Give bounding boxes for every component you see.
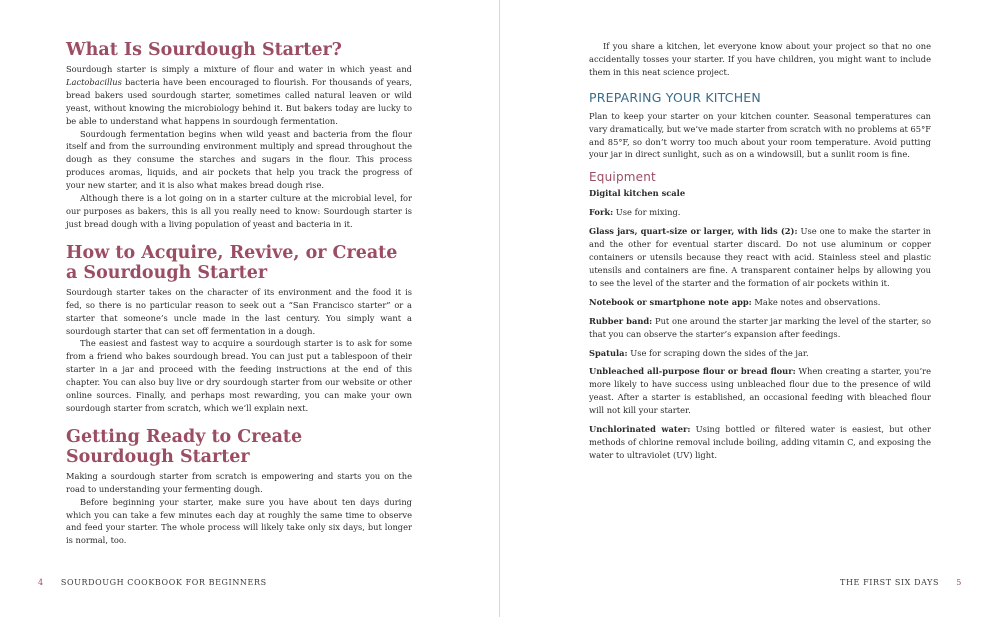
paragraph: Before beginning your starter, make sure you have about ten days during which you can take a few minutes each day at roughly the same time to observe and feed your starter. The whole process will likely take only six days, but longer is normal, too. <box>66 496 412 546</box>
equipment-item: Fork: Use for mixing. <box>589 207 681 218</box>
paragraph: Making a sourdough starter from scratch is empowering and starts you on the road to understanding your fermenting dough. <box>66 470 412 494</box>
paragraph: Sourdough starter takes on the character of its environment and the food it is fed, so there is no particular reason to seek out a “San Francisco starter” or a starter that someone’s uncle made in the last century. You simply want a sourdough starter that can set off fermentation in a dough. <box>66 286 412 336</box>
right-column <box>589 40 931 468</box>
section-heading-getting-ready: Getting Ready to Create Sourdough Starter <box>66 426 303 467</box>
section-heading-acquire: How to Acquire, Revive, or Create a Sourdough Starter <box>66 242 398 283</box>
paragraph: Although there is a lot going on in a starter culture at the microbial level, for our purposes as bakers, this is all you really need to know: Sourdough starter is just bread dough with a living population of yeast and bacteria in it. <box>66 193 412 229</box>
left-footer <box>38 578 267 587</box>
page-number: 4 <box>38 578 44 587</box>
paragraph: Plan to keep your starter on your kitchen counter. Seasonal temperatures can vary dramatically, but we’ve made starter from scratch with no problems at 65°F and 85°F, so don’t worry too much about your room temperature. Avoid putting your jar in direct sunlight, such as on a windowsill, but a sunlit room is fine. <box>589 110 931 160</box>
equipment-item: Glass jars, quart-size or larger, with lids (2): Use one to make the starter in and the other for eventual starter discard. Do not use aluminum or copper containers or utensils because they react with acid. Stainless steel and plastic utensils and containers are fine. A transparent container helps by allowing you to see the level of the starter and the formation of air pockets within it. <box>589 226 931 288</box>
running-title: SOURDOUGH COOKBOOK FOR BEGINNERS <box>60 578 267 587</box>
paragraph: Sourdough fermentation begins when wild yeast and bacteria from the flour itself and from the surrounding environment multiply and spread throughout the dough as they consume the starches and sugars in the flour. This process produces aromas, liquids, and air pockets that help you track the progress of your new starter, and it is also what makes bread dough rise. <box>66 128 412 191</box>
running-title: THE FIRST SIX DAYS <box>840 578 940 587</box>
subheading-preparing-kitchen: PREPARING YOUR KITCHEN <box>589 89 761 105</box>
paragraph: The easiest and fastest way to acquire a sourdough starter is to ask for some from a friend who bakes sourdough bread. You can just put a tablespoon of their starter in a jar and proceed with the feeding instructions at the end of this chapter. You can also buy live or dry sourdough starter from our website or other online sources. Finally, and perhaps most rewarding, you can make your own sourdough starter from scratch, which we’ll explain next. <box>66 338 412 413</box>
equipment-item: Notebook or smartphone note app: Make notes and observations. <box>589 296 881 307</box>
page-number: 5 <box>956 578 962 587</box>
section-acquire <box>66 243 412 415</box>
equipment-item: Rubber band: Put one around the starter jar marking the level of the starter, so that you can observe the starter’s expansion after feedings. <box>589 315 931 339</box>
equipment-item: Digital kitchen scale <box>589 188 686 199</box>
right-page <box>500 0 1000 617</box>
equipment-item: Spatula: Use for scraping down the sides of the jar. <box>589 347 809 358</box>
equipment-item: Unbleached all-purpose flour or bread flour: When creating a starter, you’re more likely to have success using unbleached flour due to the presence of wild yeast. After a starter is established, an occasional feeding with bleached flour will not kill your starter. <box>589 366 931 416</box>
equipment-item: Unchlorinated water: Using bottled or filtered water is easiest, but other methods of chlorine removal include boiling, adding vitamin C, and exposing the water to ultraviolet (UV) light. <box>589 424 931 460</box>
subheading-equipment: Equipment <box>589 170 656 185</box>
right-footer <box>840 578 962 587</box>
paragraph: If you share a kitchen, let everyone know about your project so that no one accidentally tosses your starter. If you have children, you might want to include them in this neat science project. <box>589 41 931 77</box>
left-column <box>66 40 412 547</box>
section-heading-what-is-starter: What Is Sourdough Starter? <box>66 40 342 60</box>
paragraph: Sourdough starter is simply a mixture of flour and water in which yeast and Lactobacillus bacteria have been encouraged to flourish. For thousands of years, bread bakers used sourdough starter, sometimes called natural leaven or wild yeast, without knowing the microbiology behind it. But bakers today are lucky to be able to understand what happens in sourdough fermentation. <box>66 64 412 126</box>
section-getting-ready <box>66 427 412 547</box>
